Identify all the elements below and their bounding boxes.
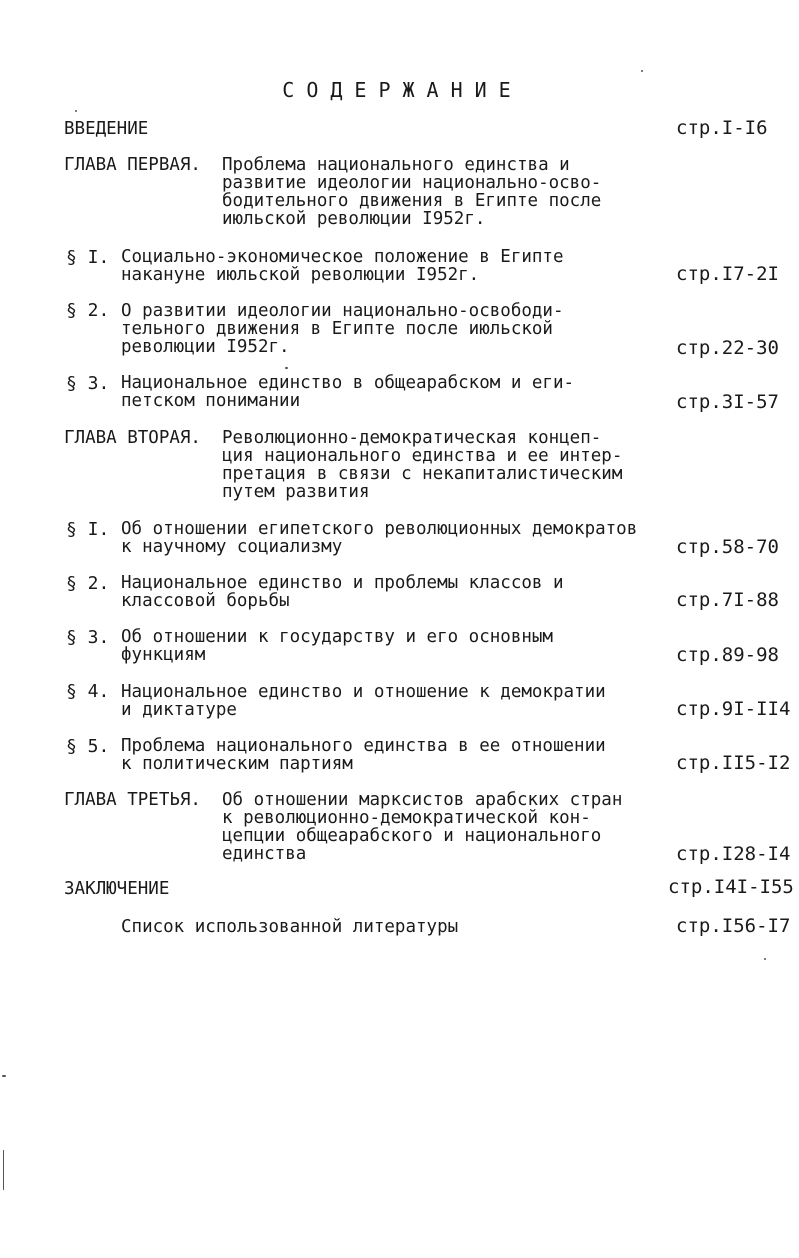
chapter2-title <box>222 429 622 501</box>
toc-entry <box>121 520 637 556</box>
toc-page: стр.II5-I2 <box>676 752 791 774</box>
section-mark: § 2. <box>66 573 110 594</box>
section-mark: § I. <box>66 519 110 540</box>
intro-page: стр.I-I6 <box>676 117 768 139</box>
chapter3-title-line: цепции общеарабского и национального <box>222 826 602 846</box>
toc-page: стр.58-70 <box>676 536 779 558</box>
chapter3-title-line: единства <box>222 844 307 864</box>
toc-entry-line: накануне июльской революции I952г. <box>121 265 480 285</box>
toc-entry <box>121 302 564 356</box>
bibliography-page: стр.I56-I7 <box>676 915 791 937</box>
chapter3-title-line: к революционно-демократической кон- <box>222 808 591 828</box>
intro-heading: ВВЕДЕНИЕ <box>64 119 149 139</box>
toc-entry <box>121 628 553 664</box>
scan-speck <box>641 70 643 72</box>
scan-speck <box>2 1075 6 1077</box>
chapter1-title <box>222 156 601 228</box>
toc-entry-line: к научному социализму <box>121 537 343 557</box>
conclusion-heading: ЗАКЛЮЧЕНИЕ <box>64 879 170 899</box>
section-mark: § 3. <box>66 373 110 394</box>
toc-entry-line: Национальное единство и отношение к демократии <box>121 682 606 702</box>
toc-page: стр.9I-II4 <box>676 698 791 720</box>
toc-entry-line: Проблема национального единства в ее отношении <box>121 736 606 756</box>
bibliography-entry: Список использованной литературы <box>121 917 459 937</box>
chapter1-title-line: развитие идеологии национально-осво- <box>222 173 602 193</box>
toc-page: стр.3I-57 <box>676 391 779 413</box>
chapter3-heading: ГЛАВА ТРЕТЬЯ. <box>64 790 201 810</box>
toc-entry-line: Об отношении египетского революционных демократов <box>121 519 638 539</box>
toc-page: стр.22-30 <box>676 337 779 359</box>
scan-speck <box>3 1150 4 1190</box>
toc-entry-line: Национальное единство и проблемы классов и <box>121 573 564 593</box>
toc-entry <box>121 737 606 773</box>
section-mark: § 2. <box>66 300 110 321</box>
toc-entry-line: Национальное единство в общеарабском и еги- <box>121 373 575 393</box>
toc-entry <box>121 374 574 410</box>
chapter1-title-line: бодительного движения в Египте после <box>222 191 602 211</box>
section-mark: § I. <box>66 247 110 268</box>
toc-entry-line: О развитии идеологии национально-освободи- <box>121 301 564 321</box>
toc-entry-line: к политическим партиям <box>121 754 353 774</box>
chapter3-title-line: Об отношении марксистов арабских стран <box>222 790 623 810</box>
chapter1-heading: ГЛАВА ПЕРВАЯ. <box>64 155 201 175</box>
chapter2-title-line: ция национального единства и ее интер- <box>222 446 623 466</box>
toc-entry-line: петском понимании <box>121 391 301 411</box>
toc-entry-line: тельного движения в Египте после июльской <box>121 319 553 339</box>
chapter2-heading: ГЛАВА ВТОРАЯ. <box>64 428 201 448</box>
toc-entry-line: революции I952г. <box>121 337 290 357</box>
toc-entry-line: функциям <box>121 645 206 665</box>
toc-page: стр.I28-I4 <box>676 843 791 865</box>
toc-page: стр.I7-2I <box>676 263 779 285</box>
page-title: СОДЕРЖАНИЕ <box>282 78 523 102</box>
conclusion-page: стр.I4I-I55 <box>668 876 794 898</box>
toc-page: стр.89-98 <box>676 644 779 666</box>
toc-entry-line: и диктатуре <box>121 700 237 720</box>
chapter1-title-line: Проблема национального единства и <box>222 155 570 175</box>
chapter1-title-line: июльской революции I952г. <box>222 209 486 229</box>
toc-entry-line: Об отношении к государству и его основным <box>121 627 553 647</box>
chapter2-title-line: путем развития <box>222 482 370 502</box>
toc-entry <box>121 248 564 284</box>
chapter2-title-line: Революционно-демократическая концеп- <box>222 428 602 448</box>
section-mark: § 5. <box>66 736 110 757</box>
scan-speck <box>285 367 288 369</box>
section-mark: § 3. <box>66 627 110 648</box>
scan-speck <box>764 958 766 960</box>
toc-entry <box>121 683 606 719</box>
chapter3-title <box>222 791 622 863</box>
toc-entry-line: Социально-экономическое положение в Египте <box>121 247 564 267</box>
toc-entry-line: классовой борьбы <box>121 591 290 611</box>
section-mark: § 4. <box>66 681 110 702</box>
toc-page: стр.7I-88 <box>676 589 779 611</box>
toc-entry <box>121 574 564 610</box>
chapter2-title-line: претация в связи с некапиталистическим <box>222 464 623 484</box>
scan-speck <box>75 110 77 112</box>
